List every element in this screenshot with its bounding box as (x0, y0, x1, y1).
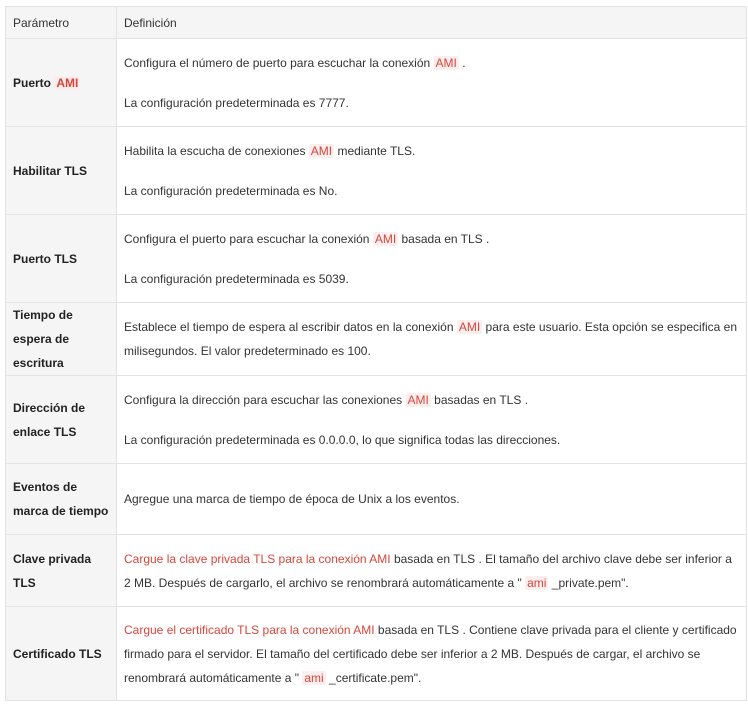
param-name: Habilitar TLS (6, 127, 117, 215)
definition-paragraph: La configuración predeterminada es 5039. (124, 271, 349, 286)
table-row (6, 215, 747, 303)
definition-paragraph: Cargue el certificado TLS para la conexión AMI basada en TLS . Contiene clave privada para el cliente y certificado firmado para el servidor. El tamaño del certificado debe ser inferior a 2 MB. Después de cargar, el archivo se renombrará automáticamente a " ami _certificate.pem". (124, 622, 737, 685)
param-name: Certificado TLS (6, 607, 117, 701)
definition-paragraph: La configuración predeterminada es 7777. (124, 95, 349, 110)
definition-paragraph: La configuración predeterminada es 0.0.0.0, lo que significa todas las direcciones. (124, 432, 561, 447)
ami-highlight: AMI (435, 55, 457, 70)
param-definition (117, 464, 747, 535)
table-row (6, 376, 747, 464)
definition-paragraph: La configuración predeterminada es No. (124, 183, 338, 198)
table-row (6, 127, 747, 215)
table-row (6, 535, 747, 607)
param-definition (117, 376, 747, 464)
ami-highlight: AMI (374, 231, 397, 246)
table-row (6, 303, 747, 376)
definition-paragraph: Establece el tiempo de espera al escribir datos en la conexión AMI para este usuario. Esta opción se especifica en milisegundos. El valor predeterminado es 100. (124, 320, 738, 358)
upload-link[interactable]: Cargue la clave privada TLS para la conexión AMI (124, 551, 391, 566)
definition-paragraph: Habilita la escucha de conexiones AMI mediante TLS. (124, 143, 416, 158)
definition-paragraph: Configura la dirección para escuchar las conexiones AMI basadas en TLS . (124, 392, 529, 407)
param-definition (117, 127, 747, 215)
param-definition (117, 607, 747, 701)
param-definition (117, 303, 747, 376)
table-header-row (6, 7, 747, 39)
ami-highlight: AMI (458, 320, 481, 334)
ami-highlight: AMI (310, 143, 333, 158)
definition-paragraph: Configura el puerto para escuchar la conexión AMI basada en TLS . (124, 231, 490, 246)
ami-highlight: AMI (407, 392, 429, 407)
definition-paragraph: Agregue una marca de tiempo de época de Unix a los eventos. (124, 492, 460, 506)
table-row (6, 39, 747, 127)
upload-link[interactable]: Cargue el certificado TLS para la conexión AMI (124, 622, 375, 637)
definition-paragraph: Configura el número de puerto para escuchar la conexión AMI . (124, 55, 466, 70)
parameters-table (5, 6, 747, 701)
table-row (6, 607, 747, 701)
definition-paragraph: Cargue la clave privada TLS para la conexión AMI basada en TLS . El tamaño del archivo clave debe ser inferior a 2 MB. Después de cargarlo, el archivo se renombrará automáticamente a " ami _private.pem". (124, 551, 732, 590)
header-definition: Definición (117, 7, 747, 39)
param-definition (117, 215, 747, 303)
table-row (6, 464, 747, 535)
param-name: Eventos de marca de tiempo (6, 464, 117, 535)
param-name: Dirección de enlace TLS (6, 376, 117, 464)
param-name: Puerto TLS (6, 215, 117, 303)
param-name: Tiempo de espera de escritura (6, 303, 117, 376)
header-param: Parámetro (6, 7, 117, 39)
ami-highlight: ami (304, 670, 324, 685)
param-definition (117, 535, 747, 607)
param-name: Puerto AMI (6, 39, 117, 127)
ami-highlight: AMI (56, 75, 79, 90)
param-definition (117, 39, 747, 127)
ami-highlight: ami (527, 575, 547, 590)
param-name: Clave privada TLS (6, 535, 117, 607)
